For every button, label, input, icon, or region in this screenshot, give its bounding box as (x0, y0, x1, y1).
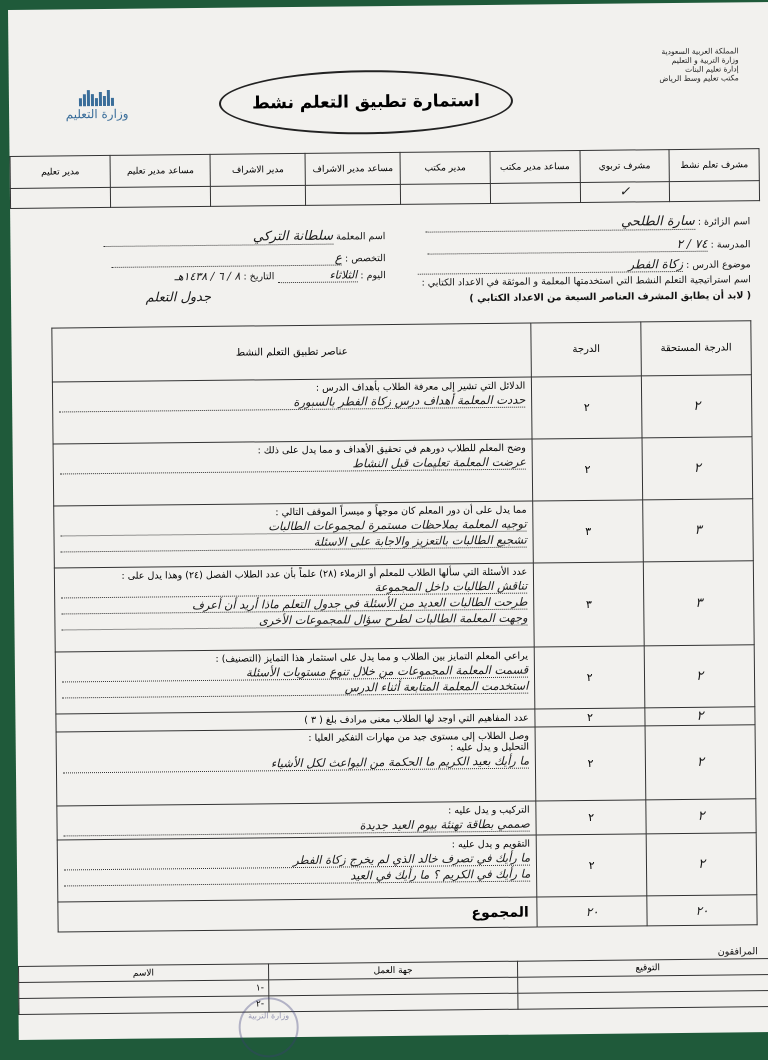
ministry-line: مكتب تعليم وسط الرياض (659, 73, 739, 84)
visitor-field (390, 213, 750, 233)
check-cell (211, 185, 306, 206)
header-cell: مساعد مدير مكتب (490, 151, 580, 184)
companion-name: -٢ (19, 996, 269, 1015)
eval-element-cell (53, 439, 533, 506)
eval-grade-cell: ٢ (534, 646, 644, 709)
eval-earned-cell: ٣ (643, 499, 754, 562)
total-earned: ٢٠ (647, 895, 757, 926)
eval-earned-cell: ٣ (643, 561, 754, 646)
lesson-value: زكاة الفطر (418, 257, 683, 275)
eval-grade-cell: ٢ (536, 800, 646, 835)
title-oval (219, 69, 514, 136)
check-cell (400, 183, 490, 204)
school-field (390, 236, 750, 255)
eval-earned-cell: ٢ (642, 437, 753, 500)
eval-earned-cell: ٢ (645, 707, 755, 726)
header-cell: مشرف تربوي (580, 150, 670, 183)
logo-mark-icon (57, 87, 137, 108)
teacher-label: اسم المعلمة (336, 231, 386, 243)
check-cell (10, 187, 110, 208)
eval-grade-cell: ٣ (534, 562, 645, 647)
eval-element-cell (57, 835, 537, 902)
check-cell (490, 183, 580, 204)
ministry-logo (57, 87, 137, 122)
header-cell: مدير مكتب (400, 151, 490, 184)
note-line (251, 290, 751, 306)
date-label: التاريخ : (243, 271, 275, 283)
companion-sign (518, 990, 768, 1009)
handwritten-note: ما رأيك بعيد الكريم ما الحكمة من البواعث لكل الأشياء (63, 754, 529, 774)
lesson-field (391, 256, 751, 275)
col-grade-header: الدرجة (531, 322, 641, 377)
ministry-line: وزارة التربية و التعليم (671, 55, 739, 66)
eval-row (55, 645, 755, 714)
specialty-label: التخصص : (344, 253, 386, 265)
companions-table (18, 958, 768, 1015)
col-sign-header: التوقيع (518, 958, 768, 977)
eval-body (52, 375, 756, 902)
visitor-label: اسم الزائرة : (697, 216, 751, 228)
companion-name: -١ (19, 980, 269, 999)
eval-earned-cell: ٢ (645, 725, 756, 800)
eval-element-cell (54, 501, 534, 568)
ministry-line: إدارة تعليم البنات (685, 64, 739, 74)
check-cell (111, 186, 211, 207)
col-work-header: جهة العمل (268, 961, 518, 980)
eval-grade-cell: ٢ (532, 438, 642, 501)
header-cell: مساعد مدير تعليم (110, 154, 210, 187)
official-stamp: وزارة التربية (238, 997, 299, 1058)
eval-row (54, 499, 754, 568)
logo-text: وزارة التعليم (65, 106, 129, 122)
school-value: ٧٤ / ٢ (428, 237, 708, 255)
day-label: اليوم : (360, 270, 386, 282)
eval-element-cell (52, 377, 532, 444)
note-text: ( لابد أن يطابق المشرف العناصر السبعة من الاعداد الكتابي ) (469, 290, 752, 305)
eval-grade-cell: ٢ (535, 726, 646, 801)
eval-grade-cell: ٣ (533, 500, 643, 563)
header-cell: مدير الاشراف (210, 153, 305, 186)
lesson-label: موضوع الدرس : (686, 259, 751, 271)
col-earned-header: الدرجة المستحقة (641, 321, 751, 376)
eval-element-cell (57, 801, 537, 840)
check-mark-icon: ✓ (580, 182, 670, 203)
eval-element-text: التركيب و يدل عليه : (448, 804, 530, 817)
handwritten-note: استخدمت المعلمة المتابعة أثناء الدرس (62, 679, 528, 699)
eval-element-cell (56, 727, 536, 806)
check-cell (670, 181, 760, 202)
total-label: المجموع (58, 897, 538, 932)
eval-total-row (58, 895, 757, 932)
handwritten-note: ما رأيك في الكريم ؟ ما رأيك في العيد (64, 867, 530, 887)
handwritten-note: تشجيع الطالبات بالتعزيز والاجابة على الاسئلة (61, 533, 527, 553)
eval-earned-cell: ٢ (646, 833, 757, 896)
specialty-field (41, 250, 386, 269)
col-elements-header: عناصر تطبيق التعلم النشط (52, 323, 532, 382)
eval-row (56, 725, 756, 806)
eval-element-text: التقويم و يدل عليه : (451, 838, 531, 851)
eval-grade-cell: ٢ (535, 708, 645, 727)
handwritten-note: توجيه المعلمة بملاحظات مستمرة لمجموعات الطالبات (60, 517, 526, 537)
ministry-header (568, 46, 738, 84)
eval-row (54, 561, 754, 652)
form-title: استمارة تطبيق التعلم نشط (251, 91, 481, 114)
day-value: الثلاثاء (277, 268, 357, 283)
eval-earned-cell: ٢ (644, 645, 755, 708)
teacher-value: سلطانة التركي (103, 229, 333, 247)
handwritten-note: قسمت المعلمة المجموعات من خلال تنوع مستويات الأسئلة (62, 663, 528, 683)
strategy-field (41, 290, 211, 307)
header-cell: مدير تعليم (10, 155, 110, 188)
eval-grade-cell: ٢ (532, 376, 642, 439)
eval-element-text: الدلائل التي تشير إلى معرفة الطلاب بأهداف الدرس : (315, 380, 526, 394)
header-cell: مساعد مدير الاشراف (305, 152, 400, 185)
eval-element-text: وصل الطلاب إلى مستوى جيد من مهارات التفكير العليا : (308, 730, 529, 744)
header-cell: مشرف تعلم نشط (669, 149, 759, 182)
eval-element-subtext: التحليل و يدل عليه : (450, 741, 530, 754)
eval-earned-cell: ٢ (646, 799, 756, 834)
supervisors-table (10, 148, 761, 209)
check-cell (306, 184, 401, 205)
handwritten-note: طرحت الطالبات العديد من الأسئلة في جدول التعلم ماذا أريد أن أعرف (61, 595, 527, 615)
eval-earned-cell: ٢ (641, 375, 752, 438)
ministry-line: المملكة العربية السعودية (661, 46, 739, 57)
handwritten-note: تناقش الطالبات داخل المجموعة (61, 579, 527, 599)
teacher-field (40, 228, 385, 248)
handwritten-note: حددت المعلمة أهداف درس زكاة الفطر بالسبورة (59, 393, 525, 413)
eval-row (53, 437, 753, 506)
eval-element-text: عدد المفاهيم التي اوجد لها الطلاب معنى مرادف بلغ ( ٣ ) (304, 712, 529, 726)
handwritten-note: ما رأيك في تصرف خالد الذي لم يخرج زكاة الفطر (64, 851, 530, 871)
eval-element-text: وضح المعلم للطلاب دورهم في تحقيق الأهداف و مما يدل على ذلك : (257, 442, 526, 457)
eval-element-text: عدد الأسئلة التي سألها الطلاب للمعلم أو الزملاء (٢٨) علماً بأن عدد الطلاب الفصل (٢٤) وهذا يدل على : (121, 566, 528, 582)
eval-row (57, 833, 757, 902)
eval-row (52, 375, 752, 444)
handwritten-note: عرضت المعلمة تعليمات قبل النشاط (60, 455, 526, 475)
eval-header-row (52, 321, 752, 382)
strategy-label: اسم استراتيجية التعلم النشط التي استخدمتها المعلمة و الموثقة في الاعداد الكتابي : (421, 274, 751, 289)
handwritten-note: صممي بطاقة تهنئة بيوم العيد جديدة (64, 817, 530, 837)
eval-element-cell (54, 563, 534, 652)
eval-element-cell (55, 647, 535, 714)
strategy-value: جدول التعلم (145, 289, 212, 306)
eval-element-text: يراعي المعلم التمايز بين الطلاب و مما يدل على استثمار هذا التمايز (التصنيف) : (215, 650, 529, 665)
handwritten-note: وجهت المعلمة الطالبات لطرح سؤال للمجموعات الأخرى (61, 611, 527, 631)
eval-grade-cell: ٢ (536, 834, 646, 897)
specialty-value: ع (112, 251, 342, 268)
date-value: ٨ / ٦ / ١٤٣٨هـ (174, 269, 241, 284)
total-grade: ٢٠ (537, 896, 647, 927)
col-name-header: الاسم (19, 964, 269, 983)
companion-work (269, 993, 519, 1012)
eval-element-text: مما يدل على أن دور المعلم كان موجهاً و ميسراً الموقف التالي : (275, 504, 527, 519)
companions-title: المرافقون (717, 946, 758, 958)
eval-table (51, 320, 757, 932)
form-paper (8, 2, 768, 1040)
visitor-value: سارة الطلحي (425, 214, 695, 233)
school-label: المدرسة : (710, 239, 751, 251)
